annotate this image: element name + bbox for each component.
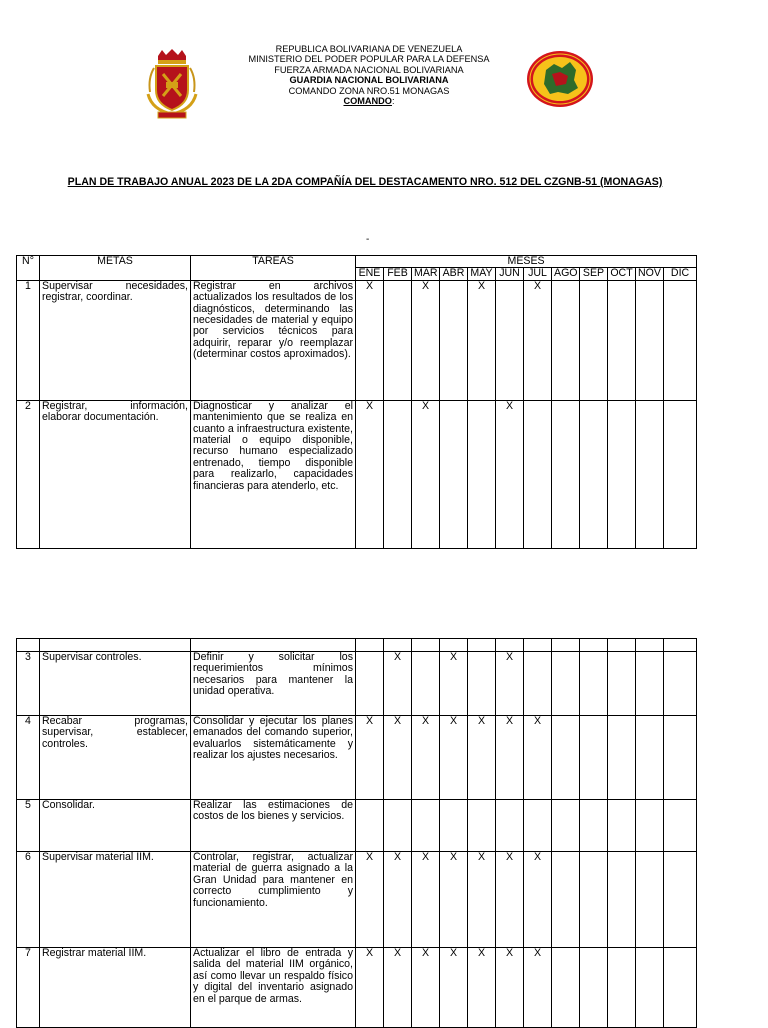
month-cell-jul	[524, 800, 552, 852]
header-line-4: GUARDIA NACIONAL BOLIVARIANA	[289, 75, 449, 86]
month-cell-jun	[496, 280, 524, 400]
blank-cell	[524, 639, 552, 652]
row-number: 1	[17, 280, 40, 400]
month-cell-oct	[608, 400, 636, 548]
month-cell-feb	[384, 800, 412, 852]
month-cell-jun: X	[496, 652, 524, 716]
month-cell-oct	[608, 852, 636, 948]
month-header-feb: FEB	[384, 268, 412, 280]
month-cell-feb: X	[384, 852, 412, 948]
month-cell-ene	[356, 652, 384, 716]
blank-cell	[17, 639, 40, 652]
row-metas: Registrar, información, elaborar documentación.	[40, 400, 191, 548]
month-header-ago: AGO	[552, 268, 580, 280]
month-cell-jul: X	[524, 852, 552, 948]
table-row	[17, 800, 697, 852]
month-cell-may	[468, 800, 496, 852]
blank-cell	[468, 639, 496, 652]
row-number: 2	[17, 400, 40, 548]
month-cell-jul	[524, 400, 552, 548]
month-cell-ene: X	[356, 280, 384, 400]
blank-cell	[440, 639, 468, 652]
dash-mark: -	[366, 234, 370, 245]
blank-cell	[580, 639, 608, 652]
table-row	[17, 400, 697, 548]
row-tareas: Definir y solicitar los requerimientos mínimos necesarios para mantener la unidad operativa.	[191, 652, 356, 716]
month-cell-dic	[664, 280, 697, 400]
month-cell-dic	[664, 948, 697, 1028]
month-cell-mar	[412, 652, 440, 716]
month-cell-ene: X	[356, 400, 384, 548]
row-metas: Supervisar material IIM.	[40, 852, 191, 948]
month-cell-sep	[580, 280, 608, 400]
month-cell-mar: X	[412, 852, 440, 948]
month-cell-oct	[608, 280, 636, 400]
month-cell-may: X	[468, 948, 496, 1028]
blank-cell	[664, 639, 697, 652]
header-line-2: MINISTERIO DEL PODER POPULAR PARA LA DEFENSA	[248, 54, 490, 65]
month-cell-mar: X	[412, 400, 440, 548]
month-cell-ago	[552, 852, 580, 948]
header-metas: METAS	[40, 256, 191, 281]
plan-table-2	[16, 638, 697, 1028]
command-seal-icon	[526, 50, 594, 108]
row-number: 3	[17, 652, 40, 716]
month-cell-feb	[384, 280, 412, 400]
month-cell-mar	[412, 800, 440, 852]
header-line-3: FUERZA ARMADA NACIONAL BOLIVARIANA	[274, 64, 464, 75]
month-cell-feb: X	[384, 652, 412, 716]
row-tareas: Controlar, registrar, actualizar material de guerra asignado a la Gran Unidad para mantener en correcto cumplimiento y funcionamiento.	[191, 852, 356, 948]
month-cell-nov	[636, 400, 664, 548]
month-cell-nov	[636, 852, 664, 948]
month-cell-dic	[664, 800, 697, 852]
month-cell-jul	[524, 652, 552, 716]
month-cell-nov	[636, 948, 664, 1028]
month-cell-ago	[552, 652, 580, 716]
month-cell-sep	[580, 800, 608, 852]
table-row	[17, 948, 697, 1028]
month-header-abr: ABR	[440, 268, 468, 280]
month-cell-abr	[440, 280, 468, 400]
month-cell-abr: X	[440, 652, 468, 716]
blank-cell	[412, 639, 440, 652]
month-cell-jun: X	[496, 852, 524, 948]
row-metas: Registrar material IIM.	[40, 948, 191, 1028]
row-metas: Consolidar.	[40, 800, 191, 852]
month-cell-oct	[608, 652, 636, 716]
row-tareas: Registrar en archivos actualizados los resultados de los diagnósticos, determinando las necesidades de material y equipo por servicios técnicos para adquirir, reparar y/o reemplazar (determinar costos aproximados).	[191, 280, 356, 400]
month-cell-nov	[636, 280, 664, 400]
month-cell-ago	[552, 400, 580, 548]
month-cell-dic	[664, 400, 697, 548]
blank-cell	[191, 639, 356, 652]
row-number: 6	[17, 852, 40, 948]
month-cell-mar: X	[412, 716, 440, 800]
blank-cell	[552, 639, 580, 652]
month-cell-may: X	[468, 280, 496, 400]
month-cell-jun: X	[496, 400, 524, 548]
header-comando: COMANDO:	[343, 96, 395, 107]
document-header	[220, 44, 518, 106]
month-cell-nov	[636, 800, 664, 852]
month-cell-mar: X	[412, 280, 440, 400]
month-cell-abr: X	[440, 716, 468, 800]
coat-of-arms-icon	[144, 48, 200, 120]
table-row	[17, 716, 697, 800]
table-row	[17, 652, 697, 716]
blank-cell	[496, 639, 524, 652]
row-tareas: Consolidar y ejecutar los planes emanados del comando superior, evaluarlos sistemáticamente y realizar los ajustes necesarios.	[191, 716, 356, 800]
month-cell-ene: X	[356, 716, 384, 800]
month-header-may: MAY	[468, 268, 496, 280]
month-cell-jun: X	[496, 716, 524, 800]
plan-table-1	[16, 255, 697, 549]
month-cell-feb: X	[384, 716, 412, 800]
month-cell-jul: X	[524, 716, 552, 800]
month-header-dic: DIC	[664, 268, 697, 280]
month-header-jun: JUN	[496, 268, 524, 280]
month-cell-ago	[552, 280, 580, 400]
month-cell-abr	[440, 800, 468, 852]
month-cell-jul: X	[524, 948, 552, 1028]
month-cell-ene	[356, 800, 384, 852]
month-header-mar: MAR	[412, 268, 440, 280]
header-num: N°	[17, 256, 40, 281]
month-cell-oct	[608, 716, 636, 800]
month-cell-sep	[580, 400, 608, 548]
blank-cell	[40, 639, 191, 652]
row-metas: Supervisar controles.	[40, 652, 191, 716]
month-cell-dic	[664, 852, 697, 948]
row-tareas: Diagnosticar y analizar el mantenimiento que se realiza en cuanto a infraestructura existente, material o equipo disponible, recurso humano especializado entrenado, tiempo disponible para realizarlo, capacidades financieras para atenderlo, etc.	[191, 400, 356, 548]
row-number: 7	[17, 948, 40, 1028]
row-metas: Recabar programas, supervisar, establecer, controles.	[40, 716, 191, 800]
month-header-ene: ENE	[356, 268, 384, 280]
month-cell-sep	[580, 948, 608, 1028]
month-cell-ago	[552, 800, 580, 852]
blank-cell	[356, 639, 384, 652]
row-number: 4	[17, 716, 40, 800]
page-title: PLAN DE TRABAJO ANUAL 2023 DE LA 2DA COMPAÑÍA DEL DESTACAMENTO NRO. 512 DEL CZGNB-51 (MONAGAS)	[67, 176, 663, 188]
table-row	[17, 280, 697, 400]
month-cell-may: X	[468, 716, 496, 800]
row-tareas: Realizar las estimaciones de costos de los bienes y servicios.	[191, 800, 356, 852]
month-cell-may: X	[468, 852, 496, 948]
month-cell-nov	[636, 652, 664, 716]
month-cell-jun	[496, 800, 524, 852]
month-header-nov: NOV	[636, 268, 664, 280]
month-cell-jun: X	[496, 948, 524, 1028]
month-header-jul: JUL	[524, 268, 552, 280]
month-cell-ago	[552, 948, 580, 1028]
month-cell-abr: X	[440, 852, 468, 948]
month-cell-jul: X	[524, 280, 552, 400]
month-cell-dic	[664, 652, 697, 716]
month-cell-oct	[608, 948, 636, 1028]
month-cell-dic	[664, 716, 697, 800]
month-cell-ene: X	[356, 948, 384, 1028]
header-meses: MESES	[356, 256, 697, 268]
month-cell-oct	[608, 800, 636, 852]
header-tareas: TAREAS	[191, 256, 356, 281]
month-cell-ene: X	[356, 852, 384, 948]
month-cell-abr	[440, 400, 468, 548]
month-cell-nov	[636, 716, 664, 800]
month-cell-may	[468, 400, 496, 548]
header-line-1: REPUBLICA BOLIVARIANA DE VENEZUELA	[275, 44, 463, 54]
month-cell-mar: X	[412, 948, 440, 1028]
row-metas: Supervisar necesidades, registrar, coordinar.	[40, 280, 191, 400]
blank-cell	[384, 639, 412, 652]
blank-cell	[608, 639, 636, 652]
month-cell-sep	[580, 652, 608, 716]
month-header-sep: SEP	[580, 268, 608, 280]
month-cell-feb	[384, 400, 412, 548]
row-number: 5	[17, 800, 40, 852]
month-cell-ago	[552, 716, 580, 800]
month-header-oct: OCT	[608, 268, 636, 280]
month-cell-feb: X	[384, 948, 412, 1028]
blank-cell	[636, 639, 664, 652]
row-tareas: Actualizar el libro de entrada y salida del material IIM orgánico, así como llevar un respaldo físico y digital del inventario asignado en el parque de armas.	[191, 948, 356, 1028]
month-cell-abr: X	[440, 948, 468, 1028]
month-cell-sep	[580, 716, 608, 800]
month-cell-sep	[580, 852, 608, 948]
header-line-5: COMANDO ZONA NRO.51 MONAGAS	[288, 85, 450, 96]
table-row	[17, 852, 697, 948]
month-cell-may	[468, 652, 496, 716]
